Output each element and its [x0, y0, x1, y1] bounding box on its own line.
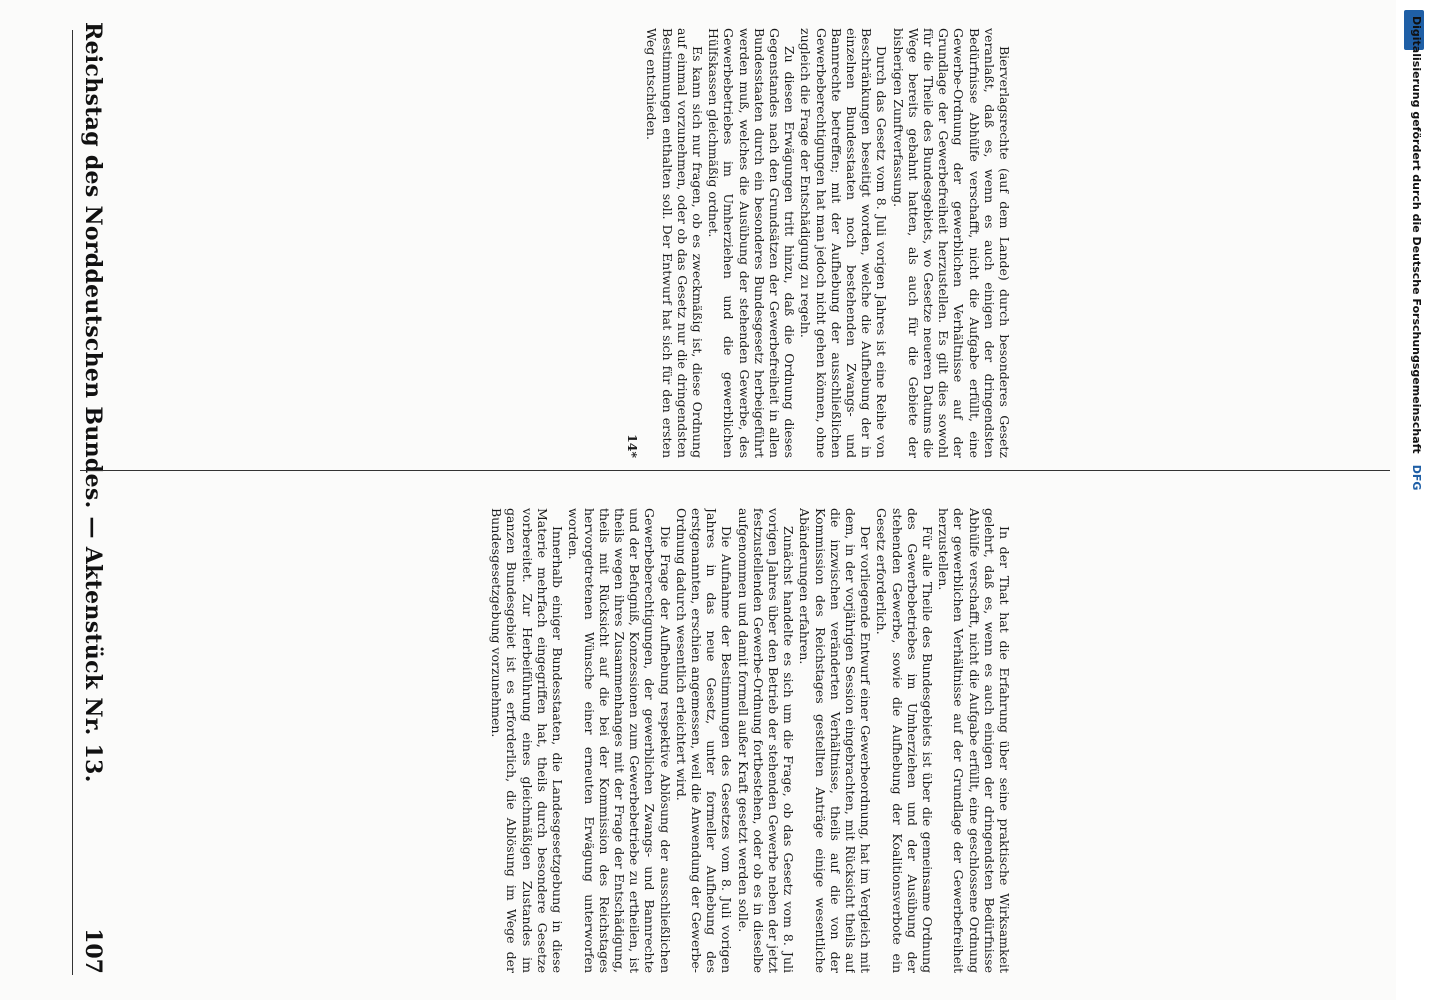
paragraph: In der That hat die Erfahrung über seine praktische Wirksamkeit gelehrt, daß es, wenn es auch einigen der dringendsten Bedürfnisse Abhülfe verschafft, nicht die Aufgabe erfüllt, eine geschlossene Ordnung der gewerblichen Verhältnisse auf der Grundlage der Gewerbefreiheit herzustellen. [936, 508, 1012, 973]
text-column-upper [92, 28, 1012, 458]
paragraph: Bierverlagsrechte (auf dem Lande) durch besonderes Gesetz veranlaßt, daß es, wenn es auch einigen der dringendsten Bedürfnisse Abhülfe verschafft, nicht die Aufgabe erfüllt, eine Gewerbe-Ordnung der gewerblichen Verhältnisse auf der Grundlage der Gewerbefreiheit herzustellen. Es gilt dies sowohl für die Theile des Bundesgebiets, wo Gesetze neueren Datums die Wege bereits gebahnt hatten, als auch für die Gebiete der bisherigen Zunftverfassung. [890, 28, 1012, 458]
dfg-credit [1402, 16, 1428, 656]
text-column-lower [72, 508, 1012, 973]
paragraph: Für alle Theile des Bundesgebiets ist über die gemeinsame Ordnung des Gewerbebetriebes im Umherziehen und der Ausübung der stehenden Gewerbe, sowie die Aufhebung der Koalitionsverbote ein Gesetz erforderlich. [874, 508, 935, 973]
paragraph: Der vorliegende Entwurf einer Gewerbeordnung, hat im Vergleich mit dem, in der vorjährigen Session eingebrachten, mit Rücksicht theils auf die inzwischen veränderten Verhältnisse, theils auf die von der Kommission des Reichstages gestellten Anträge einige wesentliche Abänderungen erfahren. [797, 508, 874, 973]
page-number: 107 [80, 928, 106, 974]
paragraph: Innerhalb einiger Bundesstaaten, die Landesgesetzgebung in diese Materie mehrfach eingegriffen hat, theils durch besondere Gesetze vorbereitet. Zur Herbeiführung eines gleichmäßigen Zustandes im ganzen Bundesgebiet ist es erforderlich, die Ablösung im Wege der Bundesgesetzgebung vorzunehmen. [489, 508, 566, 973]
paragraph: Die Frage der Aufhebung respektive Ablösung der ausschließlichen Gewerbeberechtigungen, der gewerblichen Zwangs- und Bannrechte und der Befugniß, Konzessionen zum Gewerbebetriebe zu ertheilen, ist theils wegen ihres Zusammenhanges mit der Frage der Entschädigung, theils mit Rücksicht auf die bei der Kommission des Reichstages hervorgetretenen Wünsche einer erneuten Erwägung unterworfen worden. [566, 508, 673, 973]
signature-mark: 14* [625, 434, 641, 458]
paragraph: Es kann sich nur fragen, ob es zweckmäßig ist, diese Ordnung auf einmal vorzunehmen, oder ob das Gesetz nur die dringendsten Bestimmungen enthalten soll. Der Entwurf hat sich für den ersten Weg entschieden. [644, 28, 705, 458]
column-divider [80, 470, 1390, 511]
paragraph: Die Aufnahme der Bestimmungen des Gesetzes vom 8. Juli vorigen Jahres in das neue Gesetz, unter formeller Aufhebung des erstgenannten, erschien angemessen, weil die Anwendung der Gewerbe-Ordnung dadurch wesentlich erleichtert wird. [673, 508, 735, 973]
paragraph: Zunächst handelte es sich um die Frage, ob das Gesetz vom 8. Juli vorigen Jahres über den Betrieb der stehenden Gewerbe neben der jetzt festzustellenden Gewerbe-Ordnung fortbestehen, oder ob es in dieselbe aufgenommen und damit formell außer Kraft gesetzt werden solle. [735, 508, 797, 973]
paragraph: Zu diesen Erwägungen tritt hinzu, daß die Ordnung dieses Gegenstandes nach den Grundsätzen der Gewerbefreiheit in allen Bundesstaaten durch ein besonderes Bundesgesetz herbeigeführt werden muß, welches die Ausübung der stehenden Gewerbe, des Gewerbebetriebes im Umherziehen und die gewerblichen Hülfskassen gleichmäßig ordnet. [706, 28, 798, 458]
dfg-logo-text: DFG [1410, 464, 1423, 491]
dfg-credit-text: Digitalisierung gefördert durch die Deutsche Forschungsgemeinschaft [1410, 16, 1423, 454]
paragraph: Durch das Gesetz vom 8. Juli vorigen Jahres ist eine Reihe von Beschränkungen beseitigt worden, welche die Aufhebung der in einzelnen Bundesstaaten noch bestehenden Zwangs- und Bannrechte betreffen; mit der Aufhebung der ausschließlichen Gewerbeberechtigungen hat man jedoch nicht gehen können, ohne zugleich die Frage der Entschädigung zu regeln. [798, 28, 890, 458]
header-title: Reichstag des Norddeutschen Bundes. — Aktenstück Nr. 13. [80, 22, 106, 783]
